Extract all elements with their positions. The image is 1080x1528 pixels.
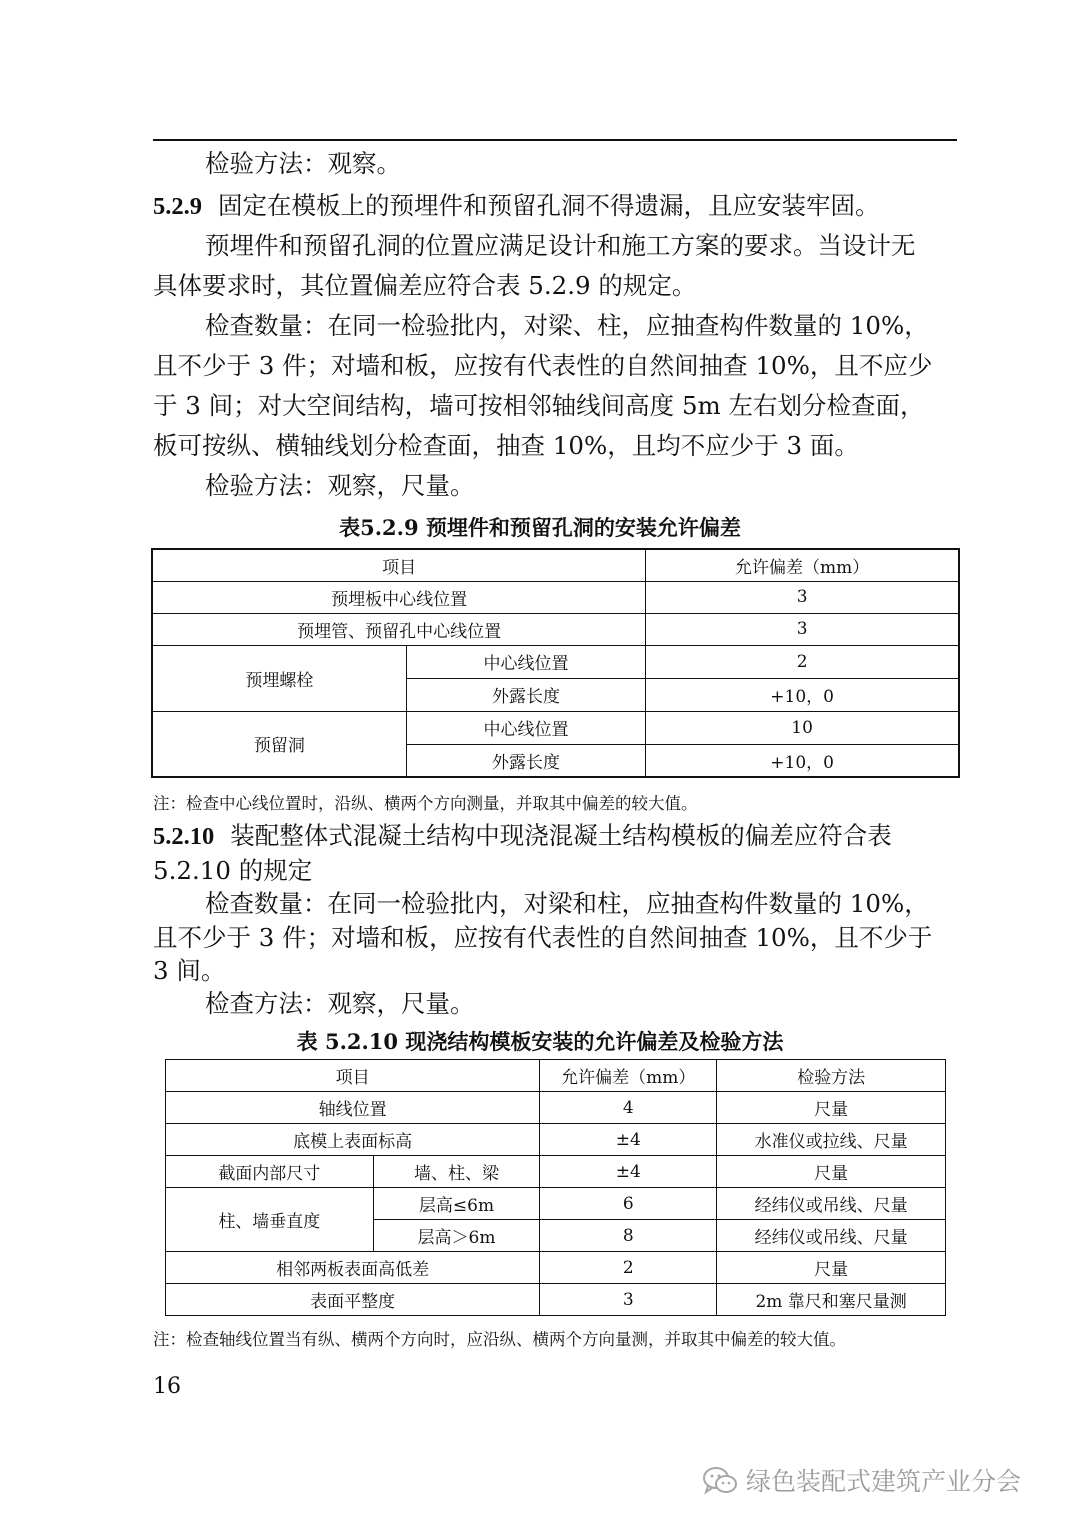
paragraph-inspection-method-3: 检查方法：观察，尺量。 — [205, 989, 475, 1018]
cell-value: ±4 — [540, 1124, 717, 1156]
table-row — [166, 1124, 946, 1156]
cell-method: 尺量 — [717, 1156, 946, 1188]
cell-value: 3 — [646, 581, 959, 613]
cell-item: 相邻两板表面高低差 — [166, 1252, 540, 1284]
table-header-row — [152, 549, 959, 581]
table-row — [152, 581, 959, 613]
watermark — [702, 1462, 1021, 1498]
table-row — [166, 1284, 946, 1316]
cell-method: 2m 靠尺和塞尺量测 — [717, 1284, 946, 1316]
wechat-icon — [702, 1466, 738, 1496]
paragraph-line: 板可按纵、横轴线划分检查面，抽查 10%，且均不应少于 3 面。 — [153, 431, 859, 460]
header-item: 项目 — [152, 549, 646, 581]
paragraph-line: 3 间。 — [153, 956, 226, 985]
cell-sub: 中心线位置 — [406, 645, 645, 678]
header-deviation: 允许偏差（mm） — [540, 1060, 717, 1092]
cell-value: 10 — [646, 711, 959, 744]
cell-item: 预埋板中心线位置 — [152, 581, 646, 613]
cell-sub: 外露长度 — [406, 678, 645, 711]
paragraph-line: 检查数量：在同一检验批内，对梁和柱，应抽查构件数量的 10%， — [205, 889, 929, 918]
cell-method: 水准仪或拉线、尺量 — [717, 1124, 946, 1156]
cell-method: 尺量 — [717, 1092, 946, 1124]
cell-item: 底模上表面标高 — [166, 1124, 540, 1156]
cell-value: 4 — [540, 1092, 717, 1124]
cell-group: 预留洞 — [152, 711, 406, 777]
header-method: 检验方法 — [717, 1060, 946, 1092]
table-row — [166, 1092, 946, 1124]
cell-method: 经纬仪或吊线、尺量 — [717, 1188, 946, 1220]
cell-sub: 中心线位置 — [406, 711, 645, 744]
table-row — [166, 1188, 946, 1220]
section-number: 5.2.10 — [153, 823, 215, 850]
cell-value: 2 — [646, 645, 959, 678]
cell-item: 轴线位置 — [166, 1092, 540, 1124]
section-5-2-9 — [153, 186, 953, 227]
cell-value: ±4 — [540, 1156, 717, 1188]
cell-item: 预埋管、预留孔中心线位置 — [152, 613, 646, 645]
paragraph-line: 且不少于 3 件；对墙和板，应按有代表性的自然间抽查 10%，且不应少 — [153, 351, 933, 380]
header-rule — [153, 139, 957, 141]
section-text: 装配整体式混凝土结构中现浇混凝土结构模板的偏差应符合表 — [230, 821, 892, 850]
header-deviation: 允许偏差（mm） — [646, 549, 959, 581]
watermark-text: 绿色装配式建筑产业分会 — [746, 1467, 1022, 1496]
paragraph-line: 预埋件和预留孔洞的位置应满足设计和施工方案的要求。当设计无 — [205, 231, 916, 260]
cell-item: 表面平整度 — [166, 1284, 540, 1316]
cell-value: 3 — [646, 613, 959, 645]
paragraph-line: 5.2.10 的规定 — [153, 856, 313, 885]
paragraph-line: 检查数量：在同一检验批内，对梁、柱，应抽查构件数量的 10%， — [205, 311, 929, 340]
table-5-2-9-caption: 表5.2.9 预埋件和预留孔洞的安装允许偏差 — [339, 515, 741, 540]
cell-value: 2 — [540, 1252, 717, 1284]
section-text: 固定在模板上的预埋件和预留孔洞不得遗漏，且应安装牢固。 — [218, 191, 880, 220]
section-number: 5.2.9 — [153, 193, 202, 220]
table-5-2-10 — [165, 1059, 946, 1316]
cell-value: 6 — [540, 1188, 717, 1220]
paragraph-inspection-method-1: 检验方法：观察。 — [205, 149, 401, 178]
cell-method: 经纬仪或吊线、尺量 — [717, 1220, 946, 1252]
table-row — [166, 1156, 946, 1188]
table-row — [152, 613, 959, 645]
cell-value: 8 — [540, 1220, 717, 1252]
cell-group: 截面内部尺寸 — [166, 1156, 374, 1188]
cell-value: +10，0 — [646, 678, 959, 711]
cell-value: +10，0 — [646, 744, 959, 777]
table-5-2-10-caption: 表 5.2.10 现浇结构模板安装的允许偏差及检验方法 — [296, 1029, 784, 1054]
cell-sub: 外露长度 — [406, 744, 645, 777]
table-row — [166, 1252, 946, 1284]
cell-sub: 层高＞6m — [373, 1220, 540, 1252]
cell-method: 尺量 — [717, 1252, 946, 1284]
paragraph-line: 具体要求时，其位置偏差应符合表 5.2.9 的规定。 — [153, 271, 697, 300]
cell-sub: 层高≤6m — [373, 1188, 540, 1220]
paragraph-inspection-method-2: 检验方法：观察，尺量。 — [205, 471, 475, 500]
cell-group: 柱、墙垂直度 — [166, 1188, 374, 1252]
table-row — [152, 711, 959, 744]
table-header-row — [166, 1060, 946, 1092]
page-number: 16 — [153, 1374, 181, 1399]
table-5-2-9 — [151, 548, 960, 778]
paragraph-line: 于 3 间；对大空间结构，墙可按相邻轴线间高度 5m 左右划分检查面， — [153, 391, 925, 420]
cell-group: 预埋螺栓 — [152, 645, 406, 711]
cell-sub: 墙、柱、梁 — [373, 1156, 540, 1188]
table-5-2-9-note: 注：检查中心线位置时，沿纵、横两个方向测量，并取其中偏差的较大值。 — [153, 794, 698, 813]
table-row — [152, 645, 959, 678]
paragraph-line: 且不少于 3 件；对墙和板，应按有代表性的自然间抽查 10%，且不少于 — [153, 923, 933, 952]
header-item: 项目 — [166, 1060, 540, 1092]
cell-value: 3 — [540, 1284, 717, 1316]
table-5-2-10-note: 注：检查轴线位置当有纵、横两个方向时，应沿纵、横两个方向量测，并取其中偏差的较大值。 — [153, 1330, 846, 1349]
